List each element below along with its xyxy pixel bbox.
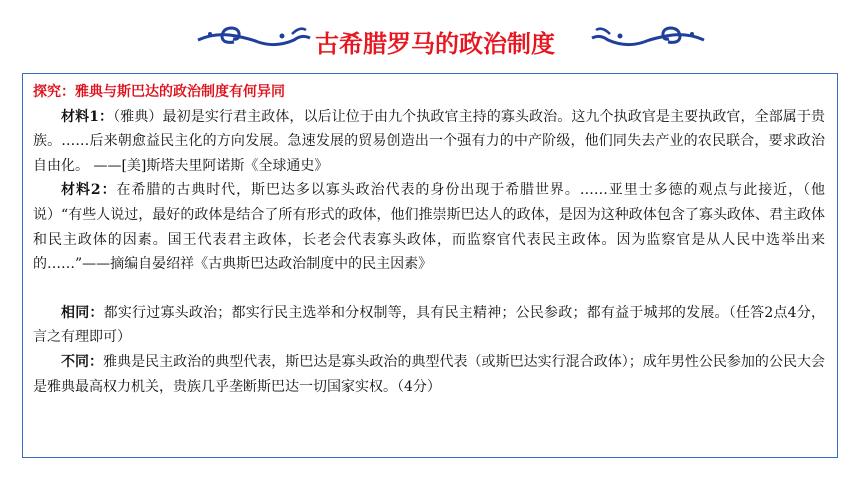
content-panel xyxy=(22,73,838,458)
diff-text: 雅典是民主政治的典型代表，斯巴达是寡头政治的典型代表（或斯巴达实行混合政体）；成年男性公民参加的公民大会是雅典最高权力机关，贵族几乎垄断斯巴达一切国家实权。（4分） xyxy=(33,353,826,395)
left-scroll-ornament-icon xyxy=(196,18,316,58)
material1-label: 材料1： xyxy=(61,108,114,125)
right-scroll-ornament-icon xyxy=(586,18,706,58)
page-title: 古希腊罗马的政治制度 xyxy=(315,30,555,58)
diff-answer-paragraph xyxy=(33,350,825,399)
diff-label: 不同： xyxy=(61,353,104,370)
same-answer-paragraph xyxy=(33,301,825,350)
material2-label: 材料2： xyxy=(61,182,117,199)
material2-text: 在希腊的古典时代，斯巴达多以寡头政治代表的身份出现于希腊世界。……亚里士多德的观点与此接近，（他说）“有些人说过，最好的政体是结合了所有形式的政体，他们推崇斯巴达人的政体，是因为这种政体包含了寡头政体、君主政体和民主政体的因素。国王代表君主政体，长老会代表寡头政体，而监察官代表民主政体。因为监察官是从人民中选举出来的……”——摘编自晏绍祥《古典斯巴达政治制度中的民主因素》 xyxy=(33,182,825,273)
header xyxy=(0,18,860,66)
spacer xyxy=(33,277,825,301)
material1-text: （雅典）最初是实行君主政体，以后让位于由九个执政官主持的寡头政治。这九个执政官是主要执政官，全部属于贵族。……后来朝愈益民主化的方向发展。急速发展的贸易创造出一个强有力的中产阶级，他们同失去产业的农民联合，要求政治自由化。 ——[美]斯塔夫里阿诺斯《全球通史》 xyxy=(33,108,825,174)
question-heading: 探究：雅典与斯巴达的政治制度有何异同 xyxy=(33,84,285,100)
same-text: 都实行过寡头政治；都实行民主选举和分权制等，具有民主精神；公民参政；都有益于城邦的发展。（任答2点4分，言之有理即可） xyxy=(33,304,826,346)
material2-paragraph xyxy=(33,178,825,276)
same-label: 相同： xyxy=(61,304,104,321)
material1-paragraph xyxy=(33,105,825,179)
